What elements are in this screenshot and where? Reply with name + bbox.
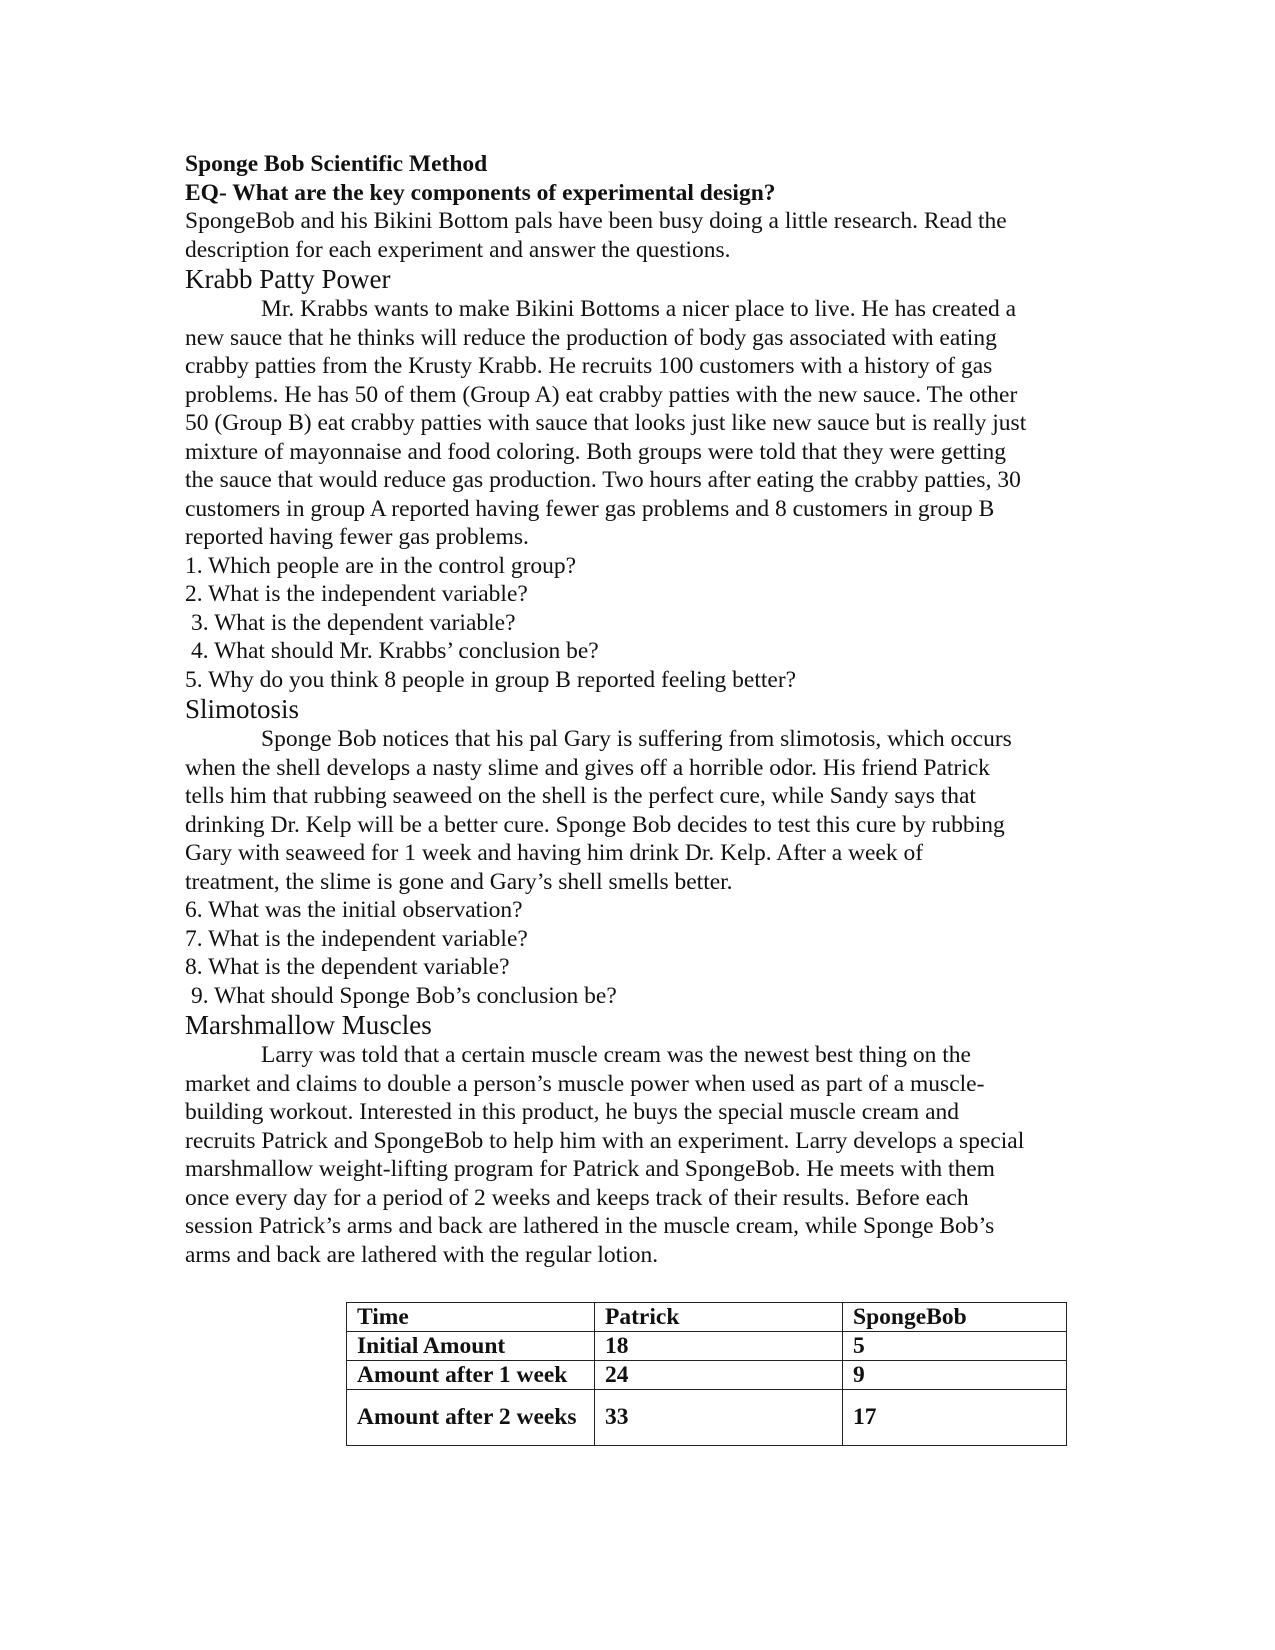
table-cell: 17: [843, 1390, 1067, 1446]
table-cell: 24: [595, 1361, 843, 1390]
paragraph-line: session Patrick’s arms and back are lathered in the muscle cream, while Sponge Bob’s: [185, 1213, 995, 1239]
paragraph-line: Sponge Bob notices that his pal Gary is suffering from slimotosis, which occurs: [261, 726, 1012, 752]
table-cell: Amount after 1 week: [347, 1361, 595, 1390]
paragraph-line: Larry was told that a certain muscle cream was the newest best thing on the: [261, 1042, 971, 1068]
paragraph-line: once every day for a period of 2 weeks and keeps track of their results. Before each: [185, 1184, 969, 1211]
question-3: 3. What is the dependent variable?: [191, 609, 516, 636]
table-header-cell: Time: [347, 1303, 595, 1332]
paragraph-line: Gary with seaweed for 1 week and having him drink Dr. Kelp. After a week of: [185, 840, 924, 866]
intro-line: SpongeBob and his Bikini Bottom pals have been busy doing a little research. Read the: [185, 208, 1007, 234]
table-cell: 9: [843, 1361, 1067, 1390]
paragraph-line: crabby patties from the Krusty Krabb. He recruits 100 customers with a history of gas: [185, 353, 993, 379]
paragraph-line: reported having fewer gas problems.: [185, 524, 529, 550]
paragraph-line: drinking Dr. Kelp will be a better cure. Sponge Bob decides to test this cure by rubbing: [185, 811, 1005, 838]
table-cell: 5: [843, 1332, 1067, 1361]
paragraph-line: the sauce that would reduce gas production. Two hours after eating the crabby patties, 30: [185, 467, 1021, 493]
table-cell: 33: [595, 1390, 843, 1446]
worksheet-title: Sponge Bob Scientific Method: [185, 151, 488, 177]
table-header-row: [347, 1303, 1067, 1332]
section-heading-slimotosis: Slimotosis: [185, 694, 300, 724]
section-heading-marshmallow-muscles: Marshmallow Muscles: [185, 1010, 432, 1040]
table-row: [347, 1361, 1067, 1390]
paragraph-line: marshmallow weight-lifting program for Patrick and SpongeBob. He meets with them: [185, 1156, 995, 1182]
question-2: 2. What is the independent variable?: [185, 581, 528, 607]
question-9: 9. What should Sponge Bob’s conclusion be?: [191, 982, 617, 1009]
paragraph-line: when the shell develops a nasty slime and gives off a horrible odor. His friend Patrick: [185, 754, 990, 781]
results-table: [346, 1302, 1067, 1446]
question-4: 4. What should Mr. Krabbs’ conclusion be?: [191, 638, 599, 664]
question-8: 8. What is the dependent variable?: [185, 954, 510, 980]
paragraph-line: treatment, the slime is gone and Gary’s shell smells better.: [185, 868, 733, 895]
paragraph-line: customers in group A reported having fewer gas problems and 8 customers in group B: [185, 495, 995, 522]
table-row: [347, 1332, 1067, 1361]
essential-question: EQ- What are the key components of experimental design?: [185, 179, 776, 206]
paragraph-line: new sauce that he thinks will reduce the production of body gas associated with eating: [185, 324, 997, 351]
paragraph-line: building workout. Interested in this product, he buys the special muscle cream and: [185, 1099, 959, 1125]
table-header-cell: SpongeBob: [843, 1303, 1067, 1332]
paragraph-line: recruits Patrick and SpongeBob to help him with an experiment. Larry develops a special: [185, 1127, 1025, 1154]
question-6: 6. What was the initial observation?: [185, 897, 523, 923]
table-cell: Amount after 2 weeks: [347, 1390, 595, 1446]
paragraph-line: arms and back are lathered with the regular lotion.: [185, 1241, 659, 1268]
section-heading-krabb-patty-power: Krabb Patty Power: [185, 264, 391, 294]
question-5: 5. Why do you think 8 people in group B reported feeling better?: [185, 666, 797, 693]
table-cell: 18: [595, 1332, 843, 1361]
table-cell: Initial Amount: [347, 1332, 595, 1361]
paragraph-line: market and claims to double a person’s muscle power when used as part of a muscle-: [185, 1070, 985, 1097]
worksheet: [185, 150, 1085, 1269]
paragraph-line: Mr. Krabbs wants to make Bikini Bottoms a nicer place to live. He has created a: [261, 296, 1017, 322]
paragraph-line: problems. He has 50 of them (Group A) eat crabby patties with the new sauce. The other: [185, 381, 1018, 408]
intro-line: description for each experiment and answer the questions.: [185, 236, 731, 263]
question-1: 1. Which people are in the control group?: [185, 552, 577, 579]
question-7: 7. What is the independent variable?: [185, 925, 528, 952]
paragraph-line: 50 (Group B) eat crabby patties with sauce that looks just like new sauce but is really just: [185, 410, 1027, 436]
paragraph-line: mixture of mayonnaise and food coloring. Both groups were told that they were getting: [185, 438, 1006, 465]
table-row: [347, 1390, 1067, 1446]
table-header-cell: Patrick: [595, 1303, 843, 1332]
paragraph-line: tells him that rubbing seaweed on the shell is the perfect cure, while Sandy says that: [185, 783, 976, 809]
